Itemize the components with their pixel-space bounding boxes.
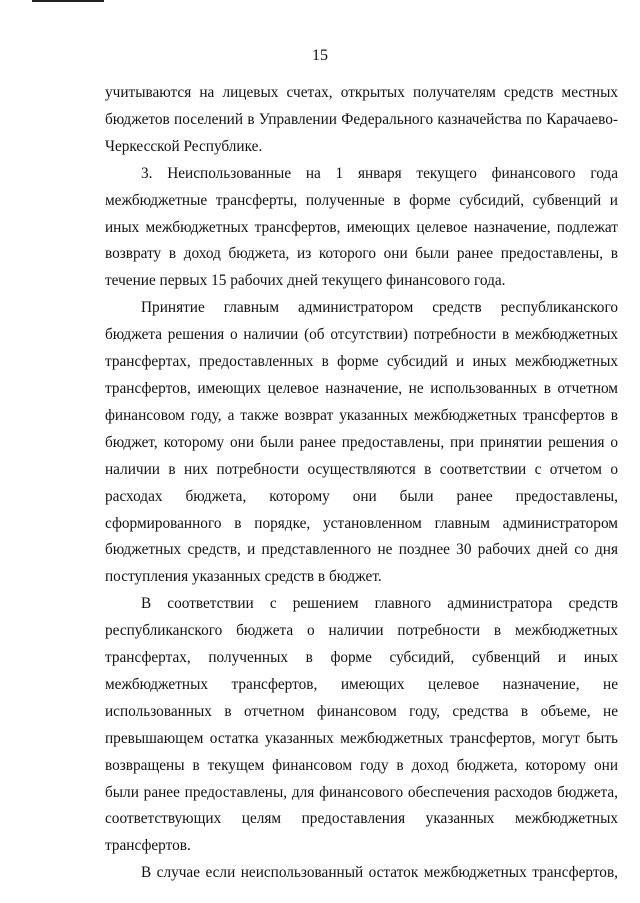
document-body: [105, 80, 618, 887]
paragraph-continuation: учитываются на лицевых счетах, открытых получателям средств местных бюджетов поселений в Управлении Федерального казначейства по Карачаево-Черкесской Республике.: [105, 84, 618, 155]
paragraph-item-3: 3. Неиспользованные на 1 января текущего финансового года межбюджетные трансферты, полученные в форме субсидий, субвенций и иных межбюджетных трансфертов, имеющих целевое назначение, подлежат возврату в доход бюджета, из которого они были ранее предоставлены, в течение первых 15 рабочих дней текущего финансового года.: [105, 164, 618, 290]
paragraph-return-funds: В соответствии с решением главного администратора средств республиканского бюджета о наличии потребности в межбюджетных трансфертах, полученных в форме субсидий, субвенций и иных межбюджетных трансфертов, имеющих целевое назначение, не использованных в отчетном финансовом году, средства в объеме, не превышающем остатка указанных межбюджетных трансфертов, могут быть возвращены в текущем финансовом году в доход бюджета, которому они были ранее предоставлены, для финансового обеспечения расходов бюджета, соответствующих целям предоставления указанных межбюджетных трансфертов.: [105, 595, 618, 855]
paragraph-unused-balance: В случае если неиспользованный остаток межбюджетных трансфертов,: [141, 864, 618, 882]
page-number: 15: [312, 47, 328, 64]
paragraph-decision-need: Принятие главным администратором средств республиканского бюджета решения о наличии (об отсутствии) потребности в межбюджетных трансфертах, предоставленных в форме субсидий и иных межбюджетных трансфертов, имеющих целевое назначение, не использованных в отчетном финансовом году, а также возврат указанных межбюджетных трансфертов в бюджет, которому они были ранее предоставлены, при принятии решения о наличии в них потребности осуществляются в соответствии с отчетом о расходах бюджета, которому они были ранее предоставлены, сформированного в порядке, установленном главным администратором бюджетных средств, и представленного не позднее 30 рабочих дней со дня поступления указанных средств в бюджет.: [105, 299, 618, 586]
top-edge-rule: [32, 0, 104, 2]
